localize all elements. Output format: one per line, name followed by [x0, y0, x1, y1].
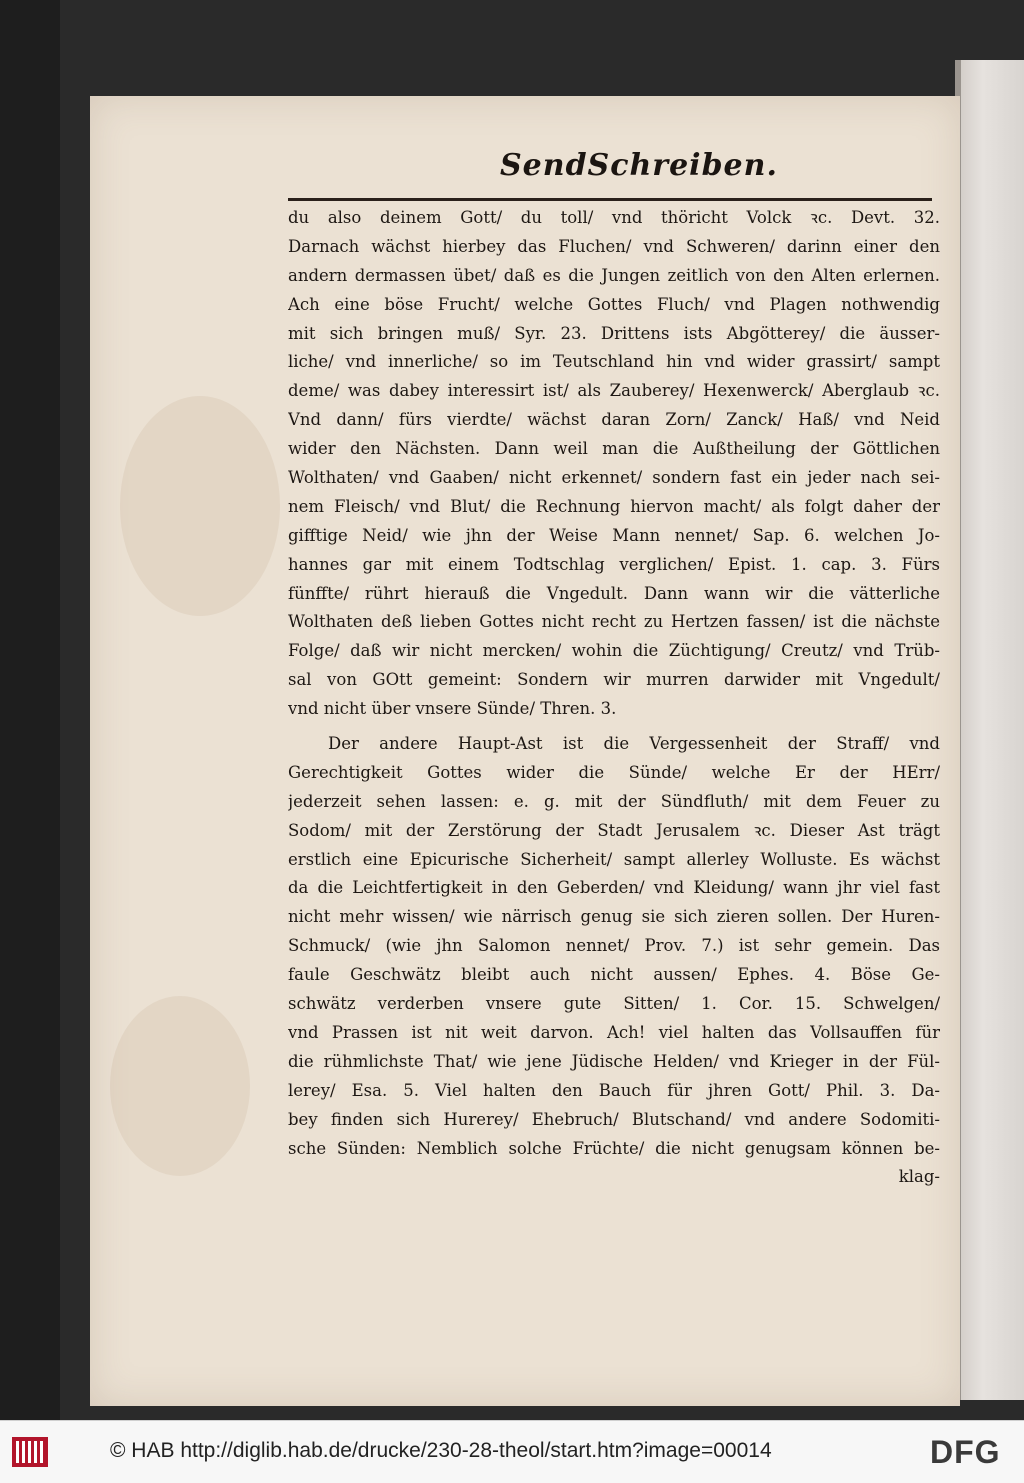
text-line: hannes gar mit einem Todtschlag verglichen/ Epist. 1. cap. 3. Fürs — [288, 554, 940, 574]
text-line: vnd Prassen ist nit weit darvon. Ach! viel halten das Vollsauffen für — [288, 1022, 940, 1042]
dfg-logo: DFG — [930, 1434, 1001, 1470]
text-line: Der andere Haupt-Ast ist die Vergessenheit der Straff/ vnd — [328, 734, 940, 754]
paper-stain — [120, 396, 280, 616]
text-line: Sodom/ mit der Zerstörung der Stadt Jerusalem ꝛc. Dieser Ast trägt — [288, 820, 940, 840]
text-line: jederzeit sehen lassen: e. g. mit der Sündfluth/ mit dem Feuer zu — [288, 791, 940, 811]
text-line: Gerechtigkeit Gottes wider die Sünde/ welche Er der HErr/ — [288, 762, 940, 782]
source-link[interactable]: © HAB http://diglib.hab.de/drucke/230-28-theol/start.htm?image=00014 — [110, 1439, 772, 1462]
head-rule — [288, 198, 932, 201]
text-line: liche/ vnd innerliche/ so im Teutschland hin vnd wider grassirt/ sampt — [288, 352, 940, 372]
text-line: mit sich bringen muß/ Syr. 23. Drittens ists Abgötterey/ die äusser- — [288, 323, 940, 343]
paper-stain — [110, 996, 250, 1176]
text-line: die rühmlichste That/ wie jene Jüdische Helden/ vnd Krieger in der Fül- — [288, 1051, 940, 1071]
book-page — [90, 96, 960, 1406]
running-head: SendSchreiben. — [500, 148, 778, 183]
text-line: Schmuck/ (wie jhn Salomon nennet/ Prov. 7.) ist sehr gemein. Das — [288, 936, 940, 956]
page-text — [288, 204, 940, 1192]
text-line: da die Leichtfertigkeit in den Geberden/ vnd Kleidung/ wann jhr viel fast — [288, 878, 940, 898]
text-line: vnd nicht über vnsere Sünde/ Thren. 3. — [288, 699, 617, 719]
text-line: wider den Nächsten. Dann weil man die Außtheilung der Göttlichen — [288, 439, 940, 459]
scan-background — [0, 0, 60, 1420]
text-line: du also deinem Gott/ du toll/ vnd thöricht Volck ꝛc. Devt. 32. — [288, 208, 940, 227]
text-line: deme/ was dabey interessirt ist/ als Zauberey/ Hexenwerck/ Aberglaub ꝛc. — [288, 381, 940, 401]
text-line: sal von GOtt gemeint: Sondern wir murren darwider mit Vngedult/ — [288, 670, 940, 690]
text-line: Wolthaten/ vnd Gaaben/ nicht erkennet/ sondern fast ein jeder nach sei- — [288, 468, 940, 488]
text-line: schwätz verderben vnsere gute Sitten/ 1. Cor. 15. Schwelgen/ — [288, 994, 940, 1014]
viewer-footer — [0, 1420, 1024, 1483]
text-line: nicht mehr wissen/ wie närrisch genug sie sich zieren sollen. Der Huren- — [288, 907, 940, 927]
text-line: bey finden sich Hurerey/ Ehebruch/ Blutschand/ vnd andere Sodomiti- — [288, 1109, 940, 1129]
text-line: erstlich eine Epicurische Sicherheit/ sampt allerley Wolluste. Es wächst — [288, 849, 940, 869]
text-line: sche Sünden: Nemblich solche Früchte/ die nicht genugsam können be- — [288, 1138, 940, 1158]
catchword: klag- — [898, 1167, 940, 1187]
text-line: Folge/ daß wir nicht mercken/ wohin die Züchtigung/ Creutz/ vnd Trüb- — [288, 641, 940, 661]
text-line: fünffte/ rührt hierauß die Vngedult. Dann wann wir die vätterliche — [288, 583, 940, 603]
text-line: Ach eine böse Frucht/ welche Gottes Fluch/ vnd Plagen nothwendig — [288, 294, 940, 314]
text-line: Vnd dann/ fürs vierdte/ wächst daran Zorn/ Zanck/ Haß/ vnd Neid — [288, 410, 940, 430]
text-line: Wolthaten deß lieben Gottes nicht recht zu Hertzen fassen/ ist die nächste — [288, 612, 940, 632]
text-line: nem Fleisch/ vnd Blut/ die Rechnung hiervon macht/ als folgt daher der — [288, 496, 940, 516]
text-line: andern dermassen übet/ daß es die Jungen zeitlich von den Alten erlernen. — [288, 265, 940, 285]
text-line: lerey/ Esa. 5. Viel halten den Bauch für jhren Gott/ Phil. 3. Da- — [288, 1080, 940, 1100]
adjacent-page-edge — [955, 60, 1024, 1400]
text-line: Darnach wächst hierbey das Fluchen/ vnd Schweren/ darinn einer den — [288, 236, 940, 256]
hab-logo-icon — [12, 1437, 48, 1467]
text-line: gifftige Neid/ wie jhn der Weise Mann nennet/ Sap. 6. welchen Jo- — [288, 525, 940, 545]
text-line: faule Geschwätz bleibt auch nicht aussen/ Ephes. 4. Böse Ge- — [288, 965, 940, 985]
